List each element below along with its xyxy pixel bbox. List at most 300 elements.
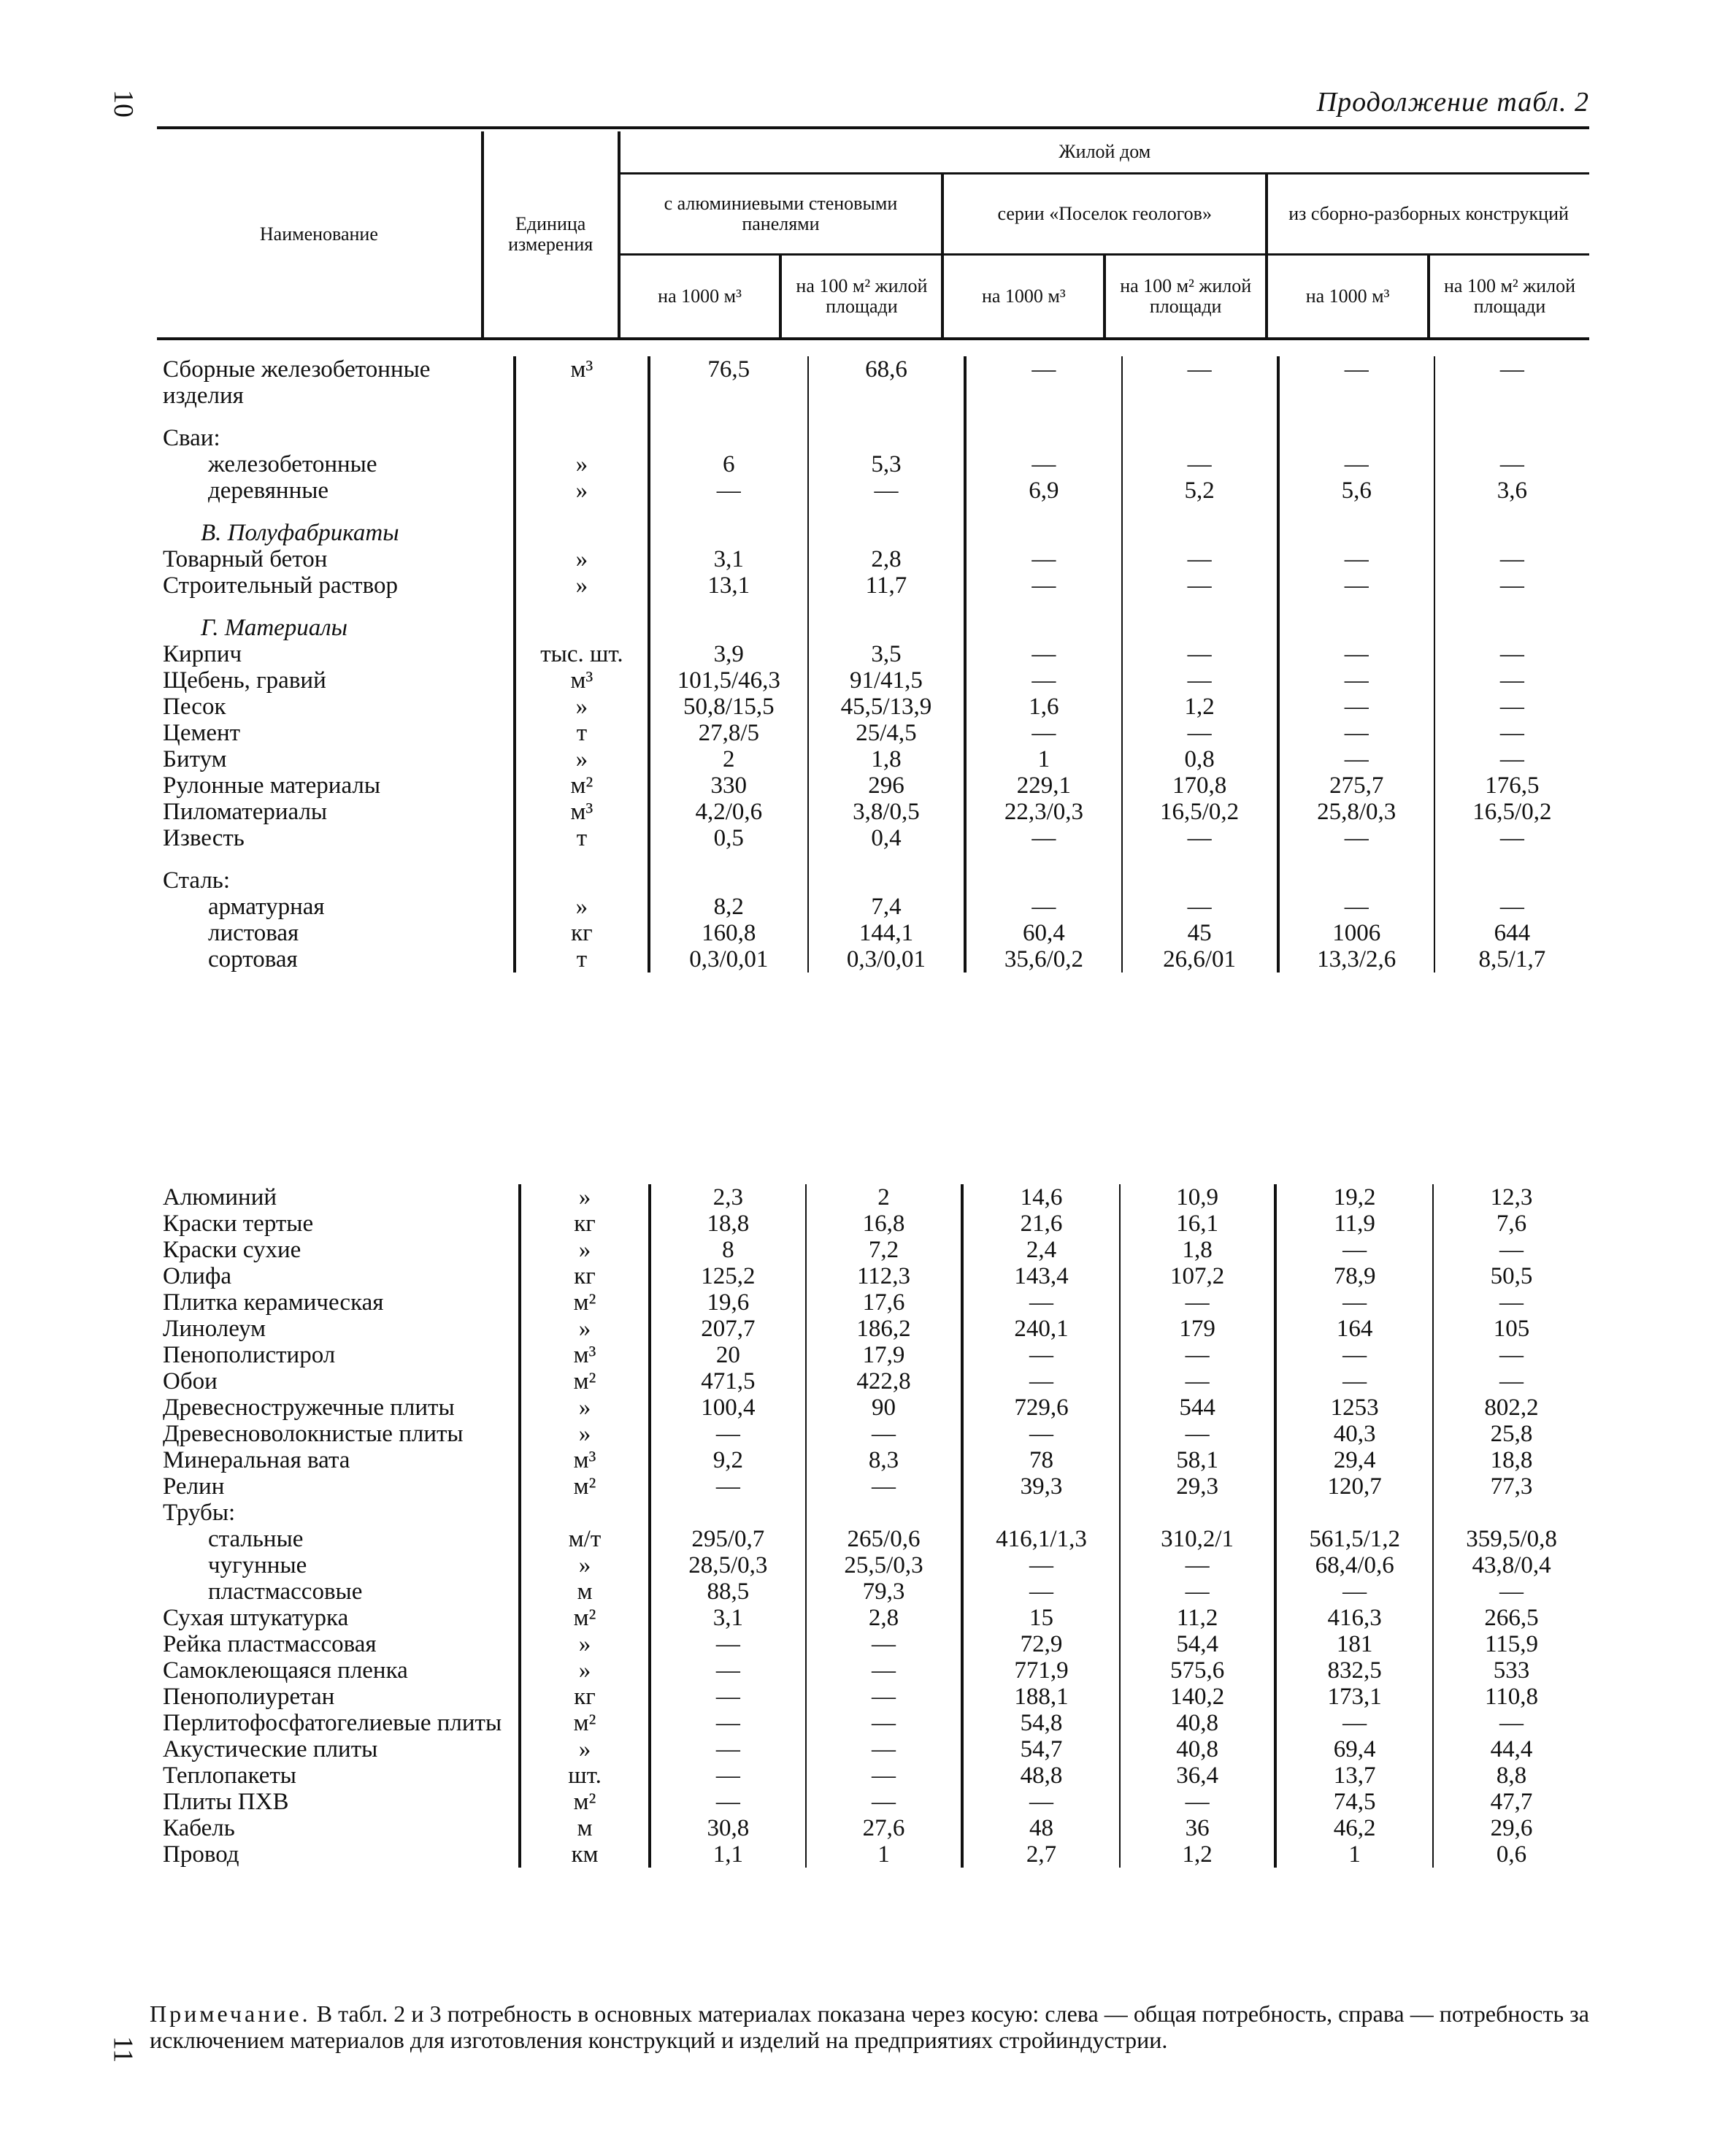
row-unit: м³	[520, 1447, 649, 1473]
row-value: 265/0,6	[806, 1526, 962, 1552]
row-value: —	[1434, 451, 1589, 477]
row-name: Щебень, гравий	[163, 667, 326, 694]
row-value: 7,2	[806, 1237, 962, 1263]
row-value: 35,6/0,2	[965, 946, 1121, 972]
row-value: 0,6	[1433, 1841, 1589, 1868]
row-value: 16,1	[1120, 1211, 1275, 1237]
row-value: —	[1275, 1578, 1433, 1605]
row-unit: кг	[520, 1263, 649, 1289]
header-building: Жилой дом	[619, 131, 1589, 174]
header-name: Наименование	[157, 131, 483, 339]
table-row	[157, 641, 1589, 667]
row-value: 43,8/0,4	[1433, 1552, 1589, 1578]
row-value: 186,2	[806, 1316, 962, 1342]
row-unit: т	[515, 720, 649, 746]
row-value	[1122, 615, 1278, 641]
header-group-2: серии «Поселок геологов»	[942, 174, 1267, 255]
row-value: 9,2	[650, 1447, 806, 1473]
row-name: Линолеум	[163, 1316, 266, 1342]
row-value: —	[1434, 572, 1589, 599]
row-value: 8,8	[1433, 1762, 1589, 1789]
row-value: —	[1278, 694, 1434, 720]
row-name: арматурная	[208, 894, 325, 920]
row-name: Пенополиуретан	[163, 1684, 335, 1710]
row-name: Рулонные материалы	[163, 772, 381, 799]
row-value: 1	[806, 1841, 962, 1868]
row-name: деревянные	[208, 477, 329, 504]
row-unit: »	[520, 1184, 649, 1211]
row-value: 8,3	[806, 1447, 962, 1473]
row-unit: м²	[515, 772, 649, 799]
row-value	[1434, 425, 1589, 451]
row-value: 78	[962, 1447, 1120, 1473]
row-value: 120,7	[1275, 1473, 1433, 1500]
row-value	[808, 520, 966, 546]
row-value: 2,8	[808, 546, 966, 572]
row-name: стальные	[208, 1526, 304, 1552]
table-row	[157, 425, 1589, 451]
table-row	[157, 572, 1589, 599]
row-value: 13,7	[1275, 1762, 1433, 1789]
row-unit: »	[515, 694, 649, 720]
row-value: —	[962, 1789, 1120, 1815]
row-value: —	[1433, 1368, 1589, 1395]
row-value: 160,8	[649, 920, 808, 946]
row-value: 0,8	[1122, 746, 1278, 772]
row-value: —	[1275, 1710, 1433, 1736]
row-value: 5,6	[1278, 477, 1434, 504]
row-value: 110,8	[1433, 1684, 1589, 1710]
row-value: —	[965, 572, 1121, 599]
table-row	[157, 1526, 1589, 1552]
row-value	[965, 425, 1121, 451]
spacer-row	[157, 504, 1589, 520]
row-value: 3,5	[808, 641, 966, 667]
row-value: 3,6	[1434, 477, 1589, 504]
row-value	[1122, 425, 1278, 451]
row-value	[1122, 520, 1278, 546]
row-value: 0,4	[808, 825, 966, 851]
row-value: 179	[1120, 1316, 1275, 1342]
row-name: чугунные	[208, 1552, 307, 1578]
row-name: Строительный раствор	[163, 572, 398, 599]
row-value: —	[650, 1762, 806, 1789]
row-value: 310,2/1	[1120, 1526, 1275, 1552]
row-unit: »	[520, 1421, 649, 1447]
row-value: —	[965, 720, 1121, 746]
row-value: —	[1434, 694, 1589, 720]
row-value: 107,2	[1120, 1263, 1275, 1289]
row-value: 330	[649, 772, 808, 799]
row-value: 20	[650, 1342, 806, 1368]
row-value: 48,8	[962, 1762, 1120, 1789]
row-value: —	[1434, 356, 1589, 409]
row-value: 295/0,7	[650, 1526, 806, 1552]
row-value: 25/4,5	[808, 720, 966, 746]
row-unit: м	[520, 1815, 649, 1841]
row-value: 4,2/0,6	[649, 799, 808, 825]
row-value: 112,3	[806, 1263, 962, 1289]
row-unit	[520, 1500, 649, 1526]
row-value: 0,5	[649, 825, 808, 851]
table-row	[157, 667, 1589, 694]
row-value: —	[1120, 1552, 1275, 1578]
table-row	[157, 772, 1589, 799]
row-value: —	[808, 477, 966, 504]
table-row	[157, 1342, 1589, 1368]
header-sub-a3: на 1000 м³	[1267, 255, 1429, 339]
table-row	[157, 1684, 1589, 1710]
row-name: сортовая	[208, 946, 298, 972]
row-value: 78,9	[1275, 1263, 1433, 1289]
row-name: Кабель	[163, 1815, 235, 1841]
row-value: 422,8	[806, 1368, 962, 1395]
row-unit: км	[520, 1841, 649, 1868]
row-value: 3,1	[650, 1605, 806, 1631]
table-row	[157, 1815, 1589, 1841]
row-value: 359,5/0,8	[1433, 1526, 1589, 1552]
row-value: —	[1120, 1368, 1275, 1395]
row-value: 1	[965, 746, 1121, 772]
row-value: —	[650, 1657, 806, 1684]
row-name: Сухая штукатурка	[163, 1605, 349, 1631]
row-value: —	[650, 1736, 806, 1762]
table-row	[157, 1263, 1589, 1289]
row-value: —	[1278, 667, 1434, 694]
table-row	[157, 1237, 1589, 1263]
header-group-3: из сборно-разборных конструкций	[1267, 174, 1589, 255]
row-value: 561,5/1,2	[1275, 1526, 1433, 1552]
row-value: 729,6	[962, 1395, 1120, 1421]
table-row	[157, 1762, 1589, 1789]
row-name: Известь	[163, 825, 245, 851]
row-value: 17,6	[806, 1289, 962, 1316]
row-value: 3,9	[649, 641, 808, 667]
table-row	[157, 356, 1589, 409]
table-row	[157, 867, 1589, 894]
row-value: 832,5	[1275, 1657, 1433, 1684]
row-value: —	[965, 894, 1121, 920]
row-value	[1278, 520, 1434, 546]
row-value: —	[1278, 894, 1434, 920]
row-value	[649, 615, 808, 641]
row-name: В. Полуфабрикаты	[201, 520, 399, 546]
row-value: —	[1434, 825, 1589, 851]
row-value: —	[1120, 1421, 1275, 1447]
row-value: 416,3	[1275, 1605, 1433, 1631]
row-value: —	[1278, 746, 1434, 772]
row-value: 30,8	[650, 1815, 806, 1841]
header-sub-b3: на 100 м² жилой площади	[1429, 255, 1589, 339]
row-unit: »	[515, 572, 649, 599]
row-unit	[515, 425, 649, 451]
row-value: —	[650, 1789, 806, 1815]
row-value: 88,5	[650, 1578, 806, 1605]
table-row	[157, 720, 1589, 746]
row-value: 72,9	[962, 1631, 1120, 1657]
row-value: 11,2	[1120, 1605, 1275, 1631]
row-value: 8	[650, 1237, 806, 1263]
row-value: —	[1433, 1710, 1589, 1736]
row-value	[1433, 1500, 1589, 1526]
row-value: 144,1	[808, 920, 966, 946]
row-value: 143,4	[962, 1263, 1120, 1289]
row-name: Плиты ПХВ	[163, 1789, 289, 1815]
table-row	[157, 1605, 1589, 1631]
row-value: 58,1	[1120, 1447, 1275, 1473]
row-value: 1,8	[1120, 1237, 1275, 1263]
table-row	[157, 1552, 1589, 1578]
footnote	[150, 2000, 1589, 2053]
row-value: —	[650, 1710, 806, 1736]
row-value: 68,6	[808, 356, 966, 409]
table-row	[157, 1736, 1589, 1762]
row-value: —	[962, 1552, 1120, 1578]
row-name: Перлитофосфатогелиевые плиты	[163, 1710, 502, 1736]
row-unit: »	[520, 1552, 649, 1578]
row-value: 0,3/0,01	[649, 946, 808, 972]
row-unit: кг	[515, 920, 649, 946]
row-name: Акустические плиты	[163, 1736, 378, 1762]
row-value: 7,6	[1433, 1211, 1589, 1237]
header-unit: Единица измерения	[483, 131, 619, 339]
row-name: Товарный бетон	[163, 546, 328, 572]
row-unit: м²	[520, 1710, 649, 1736]
row-value: 170,8	[1122, 772, 1278, 799]
row-value	[1275, 1500, 1433, 1526]
row-value: —	[806, 1684, 962, 1710]
row-name: Рейка пластмассовая	[163, 1631, 377, 1657]
row-unit: »	[515, 451, 649, 477]
row-value: 533	[1433, 1657, 1589, 1684]
row-value: 188,1	[962, 1684, 1120, 1710]
row-value	[1120, 1500, 1275, 1526]
row-value: 1,6	[965, 694, 1121, 720]
row-value: 0,3/0,01	[808, 946, 966, 972]
row-value: 27,6	[806, 1815, 962, 1841]
row-value: —	[962, 1578, 1120, 1605]
row-value: 54,8	[962, 1710, 1120, 1736]
table-header	[157, 131, 1589, 340]
row-name: Краски сухие	[163, 1237, 301, 1263]
row-value: 275,7	[1278, 772, 1434, 799]
row-value: 11,7	[808, 572, 966, 599]
table-row	[157, 746, 1589, 772]
row-value: —	[1122, 572, 1278, 599]
table-row	[157, 946, 1589, 972]
row-value	[649, 520, 808, 546]
row-unit: »	[515, 894, 649, 920]
header-sub-b2: на 100 м² жилой площади	[1104, 255, 1267, 339]
continuation-caption: Продолжение табл. 2	[1316, 87, 1589, 118]
row-unit: »	[515, 477, 649, 504]
row-value: 26,6/01	[1122, 946, 1278, 972]
row-unit: кг	[520, 1684, 649, 1710]
row-value: —	[965, 451, 1121, 477]
row-name: Сталь:	[163, 867, 231, 894]
row-value: 28,5/0,3	[650, 1552, 806, 1578]
row-value: 115,9	[1433, 1631, 1589, 1657]
row-name: Теплопакеты	[163, 1762, 296, 1789]
table-row	[157, 1316, 1589, 1342]
row-value: —	[1433, 1578, 1589, 1605]
row-value: —	[650, 1684, 806, 1710]
row-value: 16,5/0,2	[1122, 799, 1278, 825]
row-value: 100,4	[650, 1395, 806, 1421]
row-value: 76,5	[649, 356, 808, 409]
table-row	[157, 825, 1589, 851]
table-row	[157, 1500, 1589, 1526]
row-value: 8,5/1,7	[1434, 946, 1589, 972]
row-value: 21,6	[962, 1211, 1120, 1237]
table-part-2	[157, 1184, 1589, 1868]
spacer-row	[157, 409, 1589, 425]
row-value: 16,8	[806, 1211, 962, 1237]
row-value: 45	[1122, 920, 1278, 946]
row-value	[1122, 867, 1278, 894]
row-name: Обои	[163, 1368, 218, 1395]
row-value: —	[962, 1342, 1120, 1368]
row-name: Битум	[163, 746, 227, 772]
row-value: —	[806, 1473, 962, 1500]
table-part-1	[157, 356, 1589, 972]
row-value: —	[1278, 451, 1434, 477]
table-row	[157, 1657, 1589, 1684]
row-value: —	[1278, 825, 1434, 851]
row-value: —	[806, 1657, 962, 1684]
row-value: —	[965, 546, 1121, 572]
table-row	[157, 1841, 1589, 1868]
row-value: —	[1434, 894, 1589, 920]
row-value: 416,1/1,3	[962, 1526, 1120, 1552]
row-value: 40,8	[1120, 1710, 1275, 1736]
row-unit: »	[520, 1631, 649, 1657]
row-value: 50,5	[1433, 1263, 1589, 1289]
row-unit: м²	[520, 1289, 649, 1316]
row-value: —	[965, 667, 1121, 694]
row-value: 22,3/0,3	[965, 799, 1121, 825]
table-row	[157, 1368, 1589, 1395]
row-value: —	[1122, 356, 1278, 409]
row-unit: м²	[520, 1368, 649, 1395]
row-value: —	[1278, 720, 1434, 746]
row-unit: м²	[520, 1605, 649, 1631]
row-name: Древесностружечные плиты	[163, 1395, 455, 1421]
row-value: —	[1434, 667, 1589, 694]
row-value: 296	[808, 772, 966, 799]
row-name: Кирпич	[163, 641, 242, 667]
row-value: 13,3/2,6	[1278, 946, 1434, 972]
row-unit: м²	[520, 1789, 649, 1815]
row-name: Пенополистирол	[163, 1342, 336, 1368]
row-name: Песок	[163, 694, 226, 720]
row-value: 44,4	[1433, 1736, 1589, 1762]
row-value: 1,2	[1120, 1841, 1275, 1868]
row-value: 27,8/5	[649, 720, 808, 746]
table-row	[157, 1473, 1589, 1500]
row-value: —	[1275, 1342, 1433, 1368]
row-value: —	[1278, 641, 1434, 667]
row-value: 6	[649, 451, 808, 477]
row-value: 60,4	[965, 920, 1121, 946]
footnote-lead: Примечание.	[150, 2000, 311, 2027]
row-value: 164	[1275, 1316, 1433, 1342]
row-value	[965, 615, 1121, 641]
row-value: 1,1	[650, 1841, 806, 1868]
header-sub-b1: на 100 м² жилой площади	[780, 255, 942, 339]
row-value: —	[1122, 667, 1278, 694]
row-value	[649, 425, 808, 451]
row-value: —	[806, 1789, 962, 1815]
row-value: 140,2	[1120, 1684, 1275, 1710]
row-value: —	[650, 1631, 806, 1657]
row-value: —	[1434, 641, 1589, 667]
row-value: 40,3	[1275, 1421, 1433, 1447]
table-row	[157, 1211, 1589, 1237]
footnote-text: В табл. 2 и 3 потребность в основных материалах показана через косую: слева — общая потребность, справа — потребность за исключением материалов для изготовления конструкций и изделий на предприятиях стройиндустрии.	[150, 2000, 1589, 2053]
row-name: Самоклеющаяся пленка	[163, 1657, 408, 1684]
row-unit: м³	[515, 799, 649, 825]
top-rule	[157, 126, 1589, 129]
table-row	[157, 1710, 1589, 1736]
row-value: 10,9	[1120, 1184, 1275, 1211]
row-value: —	[1434, 720, 1589, 746]
row-value: —	[1120, 1342, 1275, 1368]
row-value	[965, 867, 1121, 894]
row-name: листовая	[208, 920, 299, 946]
row-value: —	[1122, 894, 1278, 920]
row-value: 173,1	[1275, 1684, 1433, 1710]
row-value: —	[650, 1421, 806, 1447]
row-value: —	[965, 641, 1121, 667]
row-value	[650, 1500, 806, 1526]
row-value: —	[1433, 1289, 1589, 1316]
row-value: 181	[1275, 1631, 1433, 1657]
row-value: —	[1275, 1237, 1433, 1263]
row-unit: »	[520, 1395, 649, 1421]
row-unit: »	[520, 1237, 649, 1263]
header-group-1: с алюминиевыми стеновыми панелями	[619, 174, 943, 255]
row-value: —	[806, 1762, 962, 1789]
row-name: Олифа	[163, 1263, 231, 1289]
row-name: Сборные железобетонные изделия	[163, 356, 431, 409]
row-value: 14,6	[962, 1184, 1120, 1211]
row-value: 266,5	[1433, 1605, 1589, 1631]
row-value: 46,2	[1275, 1815, 1433, 1841]
row-value: —	[965, 356, 1121, 409]
row-value: 39,3	[962, 1473, 1120, 1500]
row-value: 11,9	[1275, 1211, 1433, 1237]
row-value: —	[1434, 746, 1589, 772]
row-value: —	[1120, 1789, 1275, 1815]
row-unit	[515, 520, 649, 546]
row-value: 471,5	[650, 1368, 806, 1395]
row-value	[1278, 425, 1434, 451]
header-sub-a2: на 1000 м³	[942, 255, 1104, 339]
row-value: 1,2	[1122, 694, 1278, 720]
table-row	[157, 520, 1589, 546]
row-value: —	[649, 477, 808, 504]
table-row	[157, 799, 1589, 825]
row-name: Минеральная вата	[163, 1447, 350, 1473]
table-row	[157, 694, 1589, 720]
row-value: —	[962, 1421, 1120, 1447]
row-value: 644	[1434, 920, 1589, 946]
table-row	[157, 477, 1589, 504]
row-value: 2,7	[962, 1841, 1120, 1868]
row-value: 2,4	[962, 1237, 1120, 1263]
row-value: 2,3	[650, 1184, 806, 1211]
